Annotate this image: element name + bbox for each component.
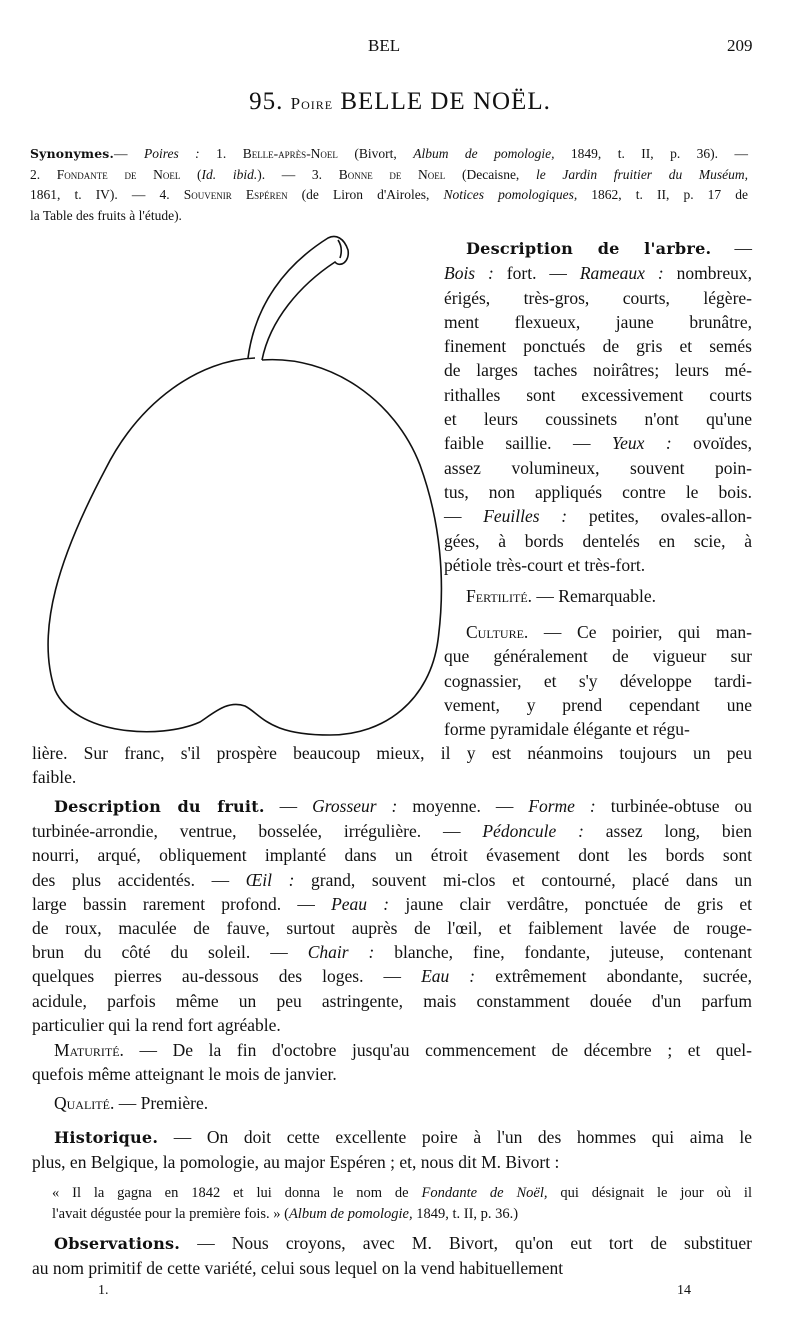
italic-term: Forme : xyxy=(528,796,596,816)
text-segment: finement ponctués de gris et semés xyxy=(444,336,752,357)
text-line xyxy=(444,286,752,310)
text-line xyxy=(52,1204,752,1225)
text-line xyxy=(444,431,752,455)
text-line xyxy=(32,892,752,916)
text-segment: petites, ovales-allon- xyxy=(567,506,752,527)
text-segment: — xyxy=(114,146,144,161)
small-caps-term: Souvenir Espéren xyxy=(183,187,288,202)
text-segment: 1. xyxy=(199,146,243,161)
text-segment: (Decaisne, xyxy=(445,166,536,182)
text-segment: l'avait dégustée pour la première fois. » ( xyxy=(52,1206,289,1222)
text-segment: assez long, bien xyxy=(583,821,752,842)
text-line xyxy=(32,843,752,867)
italic-term: Œil : xyxy=(245,869,295,890)
text-line xyxy=(444,334,752,358)
history-quote xyxy=(52,1183,752,1225)
text-segment: qui désignait le jour où il xyxy=(547,1185,752,1201)
text-segment: faible. xyxy=(32,767,77,788)
italic-term: Id. ibid. xyxy=(201,166,258,182)
section-heading: Description de l'arbre. xyxy=(466,239,712,258)
text-line xyxy=(32,964,752,988)
text-line xyxy=(30,165,748,186)
page-title xyxy=(0,88,800,116)
text-segment: cognassier, et s'y développe tardi- xyxy=(444,670,752,691)
text-segment: forme pyramidale élégante et régu- xyxy=(444,719,690,740)
text-segment: grand, souvent mi-clos et contourné, placé dans un xyxy=(294,869,753,890)
text-segment: — Remarquable. xyxy=(532,586,656,606)
title-prefix: Poire xyxy=(290,94,334,113)
text-segment: (de Liron d'Airoles, xyxy=(287,187,444,202)
text-segment: — Première. xyxy=(114,1093,209,1113)
text-segment: — xyxy=(444,506,484,527)
text-segment: gées, à bords dentelés en scie, à xyxy=(444,530,752,551)
text-segment: quefois même atteignant le mois de janvier. xyxy=(32,1064,337,1085)
text-line xyxy=(32,940,752,964)
text-line xyxy=(444,529,752,553)
text-line xyxy=(32,916,752,940)
running-title: BEL xyxy=(368,36,401,55)
observations xyxy=(32,1231,752,1280)
text-segment: nombreux, xyxy=(663,263,752,284)
title-number: 95. xyxy=(249,88,284,115)
italic-term: Notices pomologiques, xyxy=(443,187,578,202)
pear-outline xyxy=(48,358,441,735)
text-segment: 1849, t. II, p. 36.) xyxy=(412,1206,519,1222)
section-heading: Synonymes. xyxy=(30,146,115,161)
text-segment: de roux, maculée de fauve, surtout auprès de l'œil, et faiblement lavée de rouge- xyxy=(32,918,752,939)
text-segment: la Table des fruits à l'étude). xyxy=(30,207,182,223)
italic-term: Album de pomologie, xyxy=(288,1206,413,1222)
text-line xyxy=(32,1038,752,1062)
text-segment: ovoïdes, xyxy=(671,433,752,454)
text-segment: nourri, arqué, obliquement implanté dans un étroit évasement dont les bords sont xyxy=(32,845,752,866)
text-segment: turbinée-arrondie, ventrue, bosselée, irrégulière. — xyxy=(32,821,483,842)
text-segment: — xyxy=(264,796,313,816)
text-segment: vement, y prend cependant une xyxy=(444,694,752,715)
maturity xyxy=(32,1038,752,1086)
text-segment: faible saillie. — xyxy=(444,433,612,454)
small-caps-term: Maturité. xyxy=(54,1040,124,1060)
text-segment: blanche, fine, fondante, juteuse, contenant xyxy=(374,942,752,963)
italic-term: Chair : xyxy=(307,942,375,963)
text-line xyxy=(444,358,752,382)
italic-term: Feuilles : xyxy=(483,506,568,527)
text-line xyxy=(32,1125,752,1150)
culture xyxy=(444,620,752,741)
text-segment: large bassin rarement profond. — xyxy=(32,893,332,914)
text-line xyxy=(30,144,748,165)
italic-term: Pédoncule : xyxy=(482,821,584,842)
italic-term: Eau : xyxy=(421,966,476,987)
text-line xyxy=(32,989,752,1013)
text-line xyxy=(444,480,752,504)
text-segment: — On doit cette excellente poire à l'un des hommes qui aima le xyxy=(158,1127,752,1147)
text-segment: de larges taches noirâtres; leurs mé- xyxy=(444,360,752,381)
tree-description xyxy=(444,236,752,577)
signature-mark-right: 14 xyxy=(677,1283,691,1298)
text-line xyxy=(444,456,752,480)
text-line xyxy=(52,1183,752,1204)
text-line xyxy=(444,261,752,285)
text-line xyxy=(444,553,752,577)
italic-term: Peau : xyxy=(331,893,390,914)
text-segment: tus, non appliqués contre le bois. xyxy=(444,481,752,502)
text-segment: fort. — xyxy=(493,263,580,284)
text-line xyxy=(444,693,752,717)
signature-mark-left: 1. xyxy=(98,1283,109,1298)
text-line xyxy=(444,717,752,741)
text-line xyxy=(444,620,752,644)
small-caps-term: Belle-après-Noel xyxy=(242,146,338,161)
small-caps-term: Bonne de Noel xyxy=(338,166,446,182)
text-line xyxy=(32,1231,752,1256)
text-segment: pétiole très-court et très-fort. xyxy=(444,554,646,575)
text-segment: des plus accidentés. — xyxy=(32,869,246,890)
text-segment: que généralement de vigueur sur xyxy=(444,646,752,667)
text-line xyxy=(32,868,752,892)
text-line xyxy=(444,310,752,334)
text-line xyxy=(444,644,752,668)
text-line xyxy=(30,185,748,206)
italic-term: Yeux : xyxy=(611,433,672,454)
text-line xyxy=(444,383,752,407)
text-segment: extrêmement abondante, sucrée, xyxy=(475,966,752,987)
text-line xyxy=(444,669,752,693)
fruit-description xyxy=(32,794,752,1037)
text-line xyxy=(444,504,752,528)
text-segment: — De la fin d'octobre jusqu'au commencement de décembre ; et quel- xyxy=(123,1040,752,1060)
small-caps-term: Qualité. xyxy=(54,1093,115,1113)
text-segment: et leurs coussinets n'ont qu'une xyxy=(444,409,752,430)
pear-illustration xyxy=(0,225,450,745)
text-segment: rithalles sont excessivement courts xyxy=(444,384,752,405)
italic-term: le Jardin fruitier du Muséum, xyxy=(535,166,749,182)
text-line xyxy=(32,741,752,765)
text-line xyxy=(32,1256,752,1280)
text-segment: 2. xyxy=(30,166,57,182)
italic-term: Fondante de Noël, xyxy=(421,1185,548,1201)
italic-term: Bois : xyxy=(444,263,494,284)
text-line xyxy=(32,1091,752,1115)
text-line xyxy=(32,819,752,843)
text-segment: ment flexueux, jaune brunâtre, xyxy=(444,311,752,332)
text-segment: — xyxy=(711,238,752,258)
text-line xyxy=(32,1150,752,1174)
small-caps-term: Fertilité. xyxy=(466,586,533,606)
text-segment: érigés, très-gros, courts, légère- xyxy=(444,287,752,308)
text-line xyxy=(444,407,752,431)
text-line xyxy=(32,1013,752,1037)
pear-stem xyxy=(248,237,348,361)
section-heading: Historique. xyxy=(54,1128,159,1147)
text-segment: 1849, t. II, p. 36). — xyxy=(554,146,748,161)
text-segment: — Ce poirier, qui man- xyxy=(528,622,752,642)
title-name: BELLE DE NOËL. xyxy=(340,88,551,115)
text-segment: particulier qui la rend fort agréable. xyxy=(32,1014,281,1035)
synonyms-paragraph xyxy=(30,144,748,226)
text-segment: quelques pierres au-dessous des loges. — xyxy=(32,966,422,987)
history xyxy=(32,1125,752,1174)
text-line xyxy=(444,584,752,608)
text-segment: 1861, t. IV). — 4. xyxy=(30,187,184,202)
text-line xyxy=(444,236,752,261)
small-caps-term: Culture. xyxy=(466,622,529,642)
text-segment: turbinée-obtuse ou xyxy=(595,796,753,816)
quality xyxy=(32,1091,752,1115)
italic-term: Album de pomologie, xyxy=(413,146,555,161)
text-segment: brun du côté du soleil. — xyxy=(32,942,308,963)
text-line xyxy=(32,765,752,789)
section-heading: Observations. xyxy=(54,1234,181,1253)
text-line xyxy=(32,794,752,819)
text-segment: lière. Sur franc, s'il prospère beaucoup mieux, il y est néanmoins toujours un peu xyxy=(32,743,752,763)
small-caps-term: Fondante de Noel xyxy=(56,166,181,182)
text-segment: 1862, t. II, p. 17 de xyxy=(577,187,748,202)
text-segment: « Il la gagna en 1842 et lui donna le nom de xyxy=(52,1185,422,1201)
text-segment: plus, en Belgique, la pomologie, au major Espéren ; et, nous dit M. Bivort : xyxy=(32,1152,560,1173)
text-segment: moyenne. — xyxy=(397,796,529,816)
text-segment: (Bivort, xyxy=(337,146,414,161)
italic-term: Rameaux : xyxy=(579,263,664,284)
page-number: 209 xyxy=(727,36,753,55)
text-line xyxy=(32,1062,752,1086)
text-segment: acidule, parfois même un peu astringente, mais constamment douée d'un parfum xyxy=(32,990,752,1011)
fertility xyxy=(444,584,752,608)
italic-term: Poires : xyxy=(143,146,200,161)
culture-continued xyxy=(32,741,752,789)
text-line xyxy=(30,206,748,227)
text-segment: ). — 3. xyxy=(257,166,339,182)
section-heading: Description du fruit. xyxy=(54,797,265,816)
text-segment: jaune clair verdâtre, ponctuée de gris et xyxy=(389,893,752,914)
text-segment: — Nous croyons, avec M. Bivort, qu'on eut tort de substituer xyxy=(180,1233,752,1253)
text-segment: au nom primitif de cette variété, celui sous lequel on la vend habituellement xyxy=(32,1258,564,1279)
text-segment: ( xyxy=(180,166,202,182)
italic-term: Grosseur : xyxy=(312,796,398,816)
text-segment: assez volumineux, souvent poin- xyxy=(444,457,752,478)
